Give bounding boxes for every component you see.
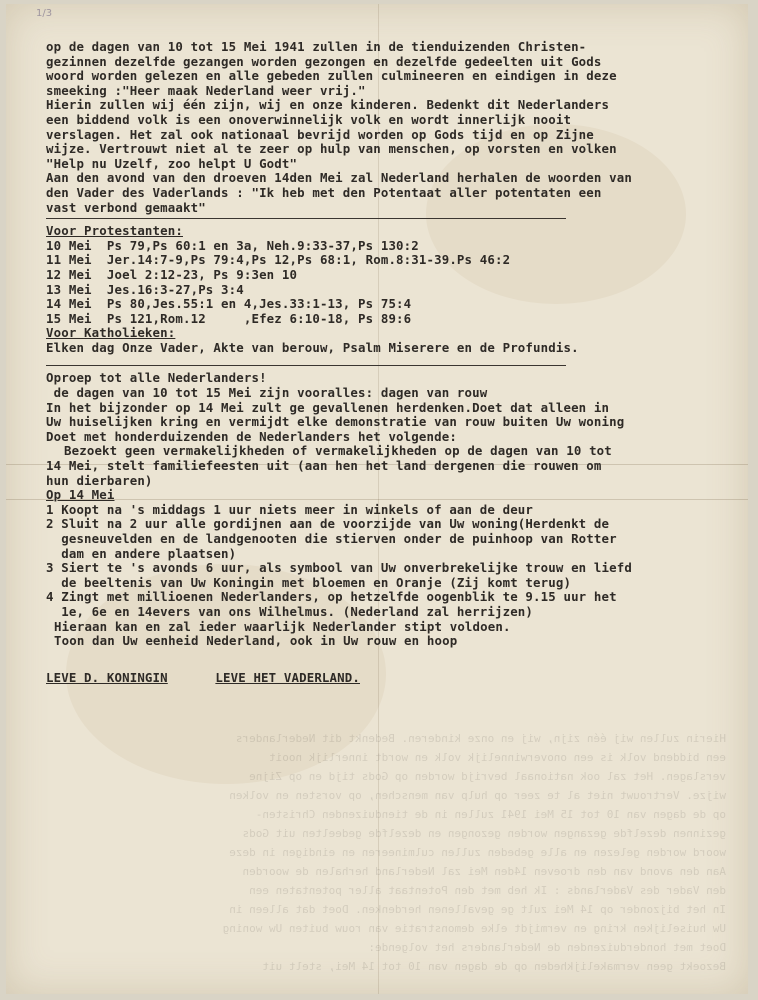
reading-row: 13 Mei Jes.16:3-27,Ps 3:4 [46, 281, 244, 297]
intro-line: verslagen. Het zal ook nationaal bevrijd worden op Gods tijd en op Zijne [46, 126, 594, 142]
instruction-line: 3 Siert te 's avonds 6 uur, als symbool van Uw onverbrekelijke trouw en liefd [46, 560, 632, 576]
appeal-line: de dagen van 10 tot 15 Mei zijn vooralles: dagen van rouw [46, 385, 488, 401]
instruction-list [46, 503, 746, 620]
closing-line: Toon dan Uw eenheid Nederland, ook in Uw rouw en hoop [54, 633, 458, 649]
show-through-text: Hierin zullen wij één zijn, wij en onze kinderen. Bedenkt dit Nederlanders een biddend volk is een onoverwinnelijk volk en wordt innerlijk nooit verslagen. Het zal ook nationaal bevrijd worden op Gods tijd en op Zijne wijze. Vertrouwt niet al te zeer op hulp van menschen, op vorsten en volken op de dagen van 10 tot 15 Mei 1941 zullen in de tienduizenden Christen- gezinnen dezelfde gezangen worden gezongen en dezelfde gedeelten uit Gods woord worden gelezen en alle gebeden zullen culmineeren en eindigen in deze Aan den avond van den droeven 14den Mei zal Nederland herhalen de woorden den Vader des Vaderlands : Ik heb met den Potentaat aller potentaten een In het bijzonder op 14 Mei zult ge gevallenen herdenken. Doet dat alleen in Uw huiselijken kring en vermijdt elke demonstratie van rouw buiten Uw woning Doet met honderduizenden de Nederlanders het volgende: Bezoekt geen vermakelijkheden op de dagen van 10 tot 14 Mei, stelt uit [222, 732, 726, 973]
protestant-heading: Voor Protestanten: [46, 223, 183, 239]
instruction-line: gesneuvelden en de landgenooten die stierven onder de puinhoop van Rotter [46, 531, 617, 546]
intro-line: den Vader des Vaderlands : "Ik heb met den Potentaat aller potentaten een [46, 184, 602, 200]
appeal-line: Bezoekt geen vermakelijkheden of vermakelijkheden op de dagen van 10 tot [64, 443, 612, 459]
instruction-line: 2 Sluit na 2 uur alle gordijnen aan de voorzijde van Uw woning(Herdenkt de [46, 516, 610, 532]
instruction-line: dam en andere plaatsen) [46, 545, 237, 561]
appeal-line: 14 Mei, stelt familiefeesten uit (aan hen het land dergenen die rouwen om [46, 458, 602, 474]
document-page [6, 4, 748, 994]
appeal-line: Doet met honderduizenden de Nederlanders het volgende: [46, 428, 457, 444]
intro-line: Aan den avond van den droeven 14den Mei zal Nederland herhalen de woorden van [46, 170, 632, 186]
slogan-fatherland: LEVE HET VADERLAND. [215, 669, 360, 685]
intro-paragraph [46, 40, 746, 215]
appeal-paragraph [46, 371, 746, 488]
closing-line: Hieraan kan en zal ieder waarlijk Nederlander stipt voldoen. [54, 618, 511, 634]
intro-line: een biddend volk is een onoverwinnelijk volk en wordt innerlijk nooit [46, 111, 572, 127]
divider [46, 218, 566, 219]
appeal-line: In het bijzonder op 14 Mei zult ge gevallenen herdenken.Doet dat alleen in [46, 399, 610, 415]
intro-line: vast verbond gemaakt" [46, 199, 206, 215]
intro-line: smeeking :"Heer maak Nederland weer vrij." [46, 82, 366, 98]
reading-row: 14 Mei Ps 80,Jes.55:1 en 4,Jes.33:1-13, Ps 75:4 [46, 296, 412, 312]
margin-pencil-note: 1/3 [36, 8, 53, 19]
intro-line: Hierin zullen wij één zijn, wij en onze kinderen. Bedenkt dit Nederlanders [46, 97, 610, 113]
instruction-line: 1e, 6e en 14evers van ons Wilhelmus. (Nederland zal herrijzen) [46, 603, 534, 619]
reading-list [46, 239, 746, 327]
reading-row: 11 Mei Jer.14:7-9,Ps 79:4,Ps 12,Ps 68:1, Rom.8:31-39.Ps 46:2 [46, 252, 511, 268]
intro-line: "Help nu Uzelf, zoo helpt U Godt" [46, 155, 298, 171]
appeal-line: Oproep tot alle Nederlanders! [46, 370, 267, 386]
op14-heading: Op 14 Mei [46, 487, 115, 503]
reading-row: 10 Mei Ps 79,Ps 60:1 en 3a, Neh.9:33-37,Ps 130:2 [46, 237, 419, 253]
intro-line: op de dagen van 10 tot 15 Mei 1941 zullen in de tienduizenden Christen- [46, 39, 587, 54]
catholic-text: Elken dag Onze Vader, Akte van berouw, Psalm Miserere en de Profundis. [46, 339, 579, 355]
intro-line: woord worden gelezen en alle gebeden zullen culmineeren en eindigen in deze [46, 68, 617, 84]
reading-row: 15 Mei Ps 121,Rom.12 ,Efez 6:10-18, Ps 89:6 [46, 310, 412, 326]
divider [46, 365, 566, 366]
intro-line: gezinnen dezelfde gezangen worden gezongen en dezelfde gedeelten uit Gods [46, 53, 602, 69]
typed-leaflet-text [46, 40, 746, 685]
slogan-queen: LEVE D. KONINGIN [46, 669, 168, 685]
appeal-line: hun dierbaren) [46, 472, 153, 488]
instruction-line: de beeltenis van Uw Koningin met bloemen en Oranje (Zij komt terug) [46, 574, 572, 590]
instruction-line: 1 Koopt na 's middags 1 uur niets meer in winkels of aan de deur [46, 501, 534, 517]
reading-row: 12 Mei Joel 2:12-23, Ps 9:3en 10 [46, 266, 298, 282]
footer-slogans [46, 657, 746, 686]
appeal-line: Uw huiselijken kring en vermijdt elke demonstratie van rouw buiten Uw woning [46, 414, 625, 430]
instruction-line: 4 Zingt met millioenen Nederlanders, op hetzelfde oogenblik te 9.15 uur het [46, 589, 617, 605]
catholic-heading: Voor Katholieken: [46, 325, 176, 341]
intro-line: wijze. Vertrouwt niet al te zeer op hulp van menschen, op vorsten en volken [46, 141, 617, 157]
